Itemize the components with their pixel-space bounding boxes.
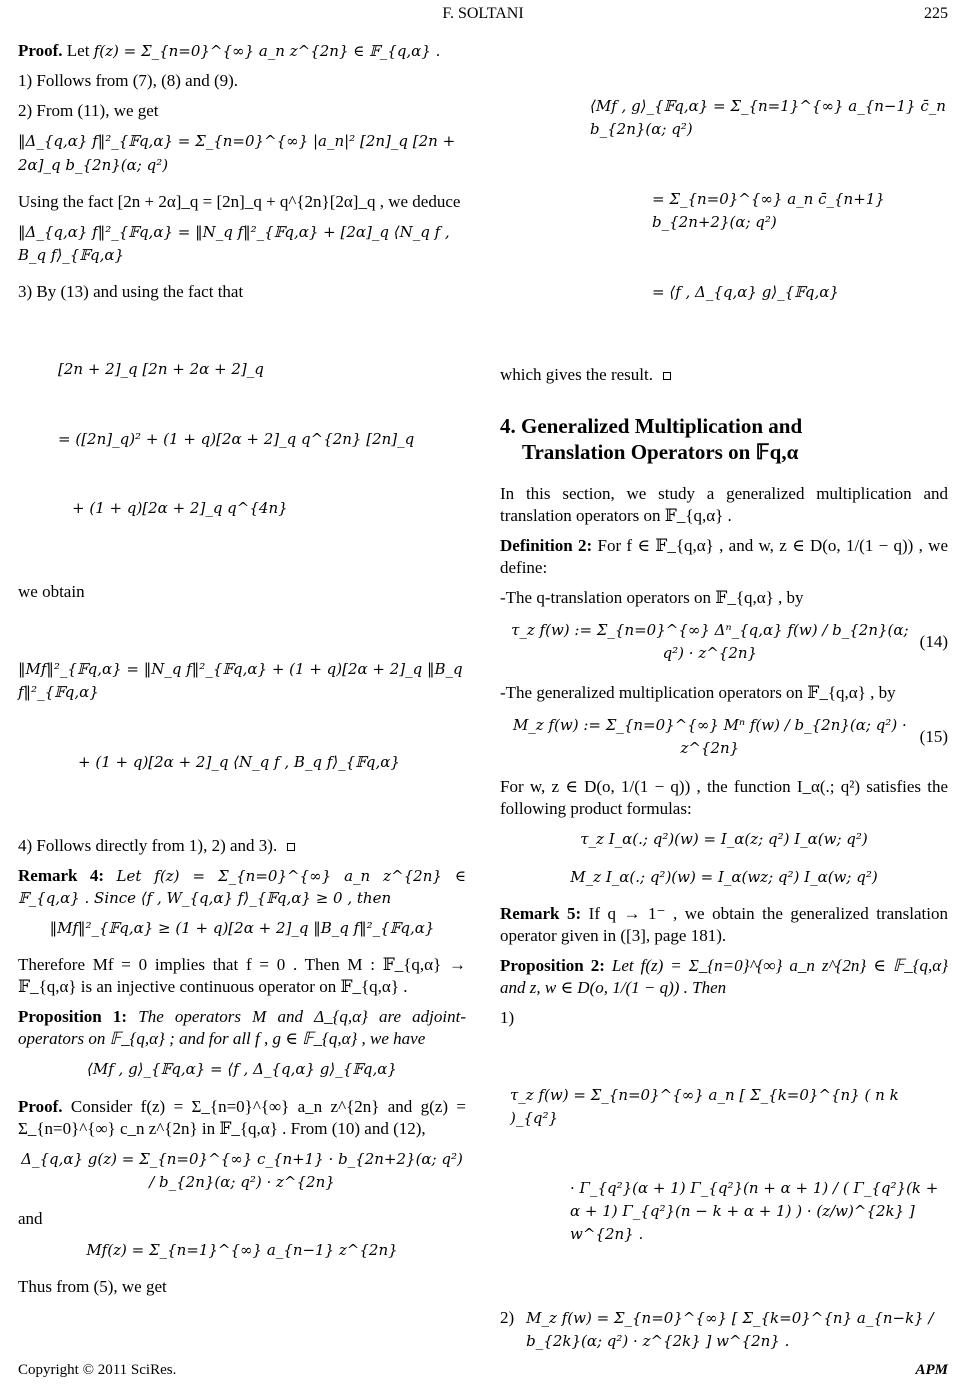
remark-4-text: Let f(z) = Σ_{n=0}^{∞} a_n z^{2n} ∈ 𝔽_{q,α} . Since ⟨f , W_{q,α} f⟩_{𝔽q,α} ≥ 0 , then <box>18 866 466 907</box>
equation-item3 <box>18 311 466 567</box>
proposition-1-text: The operators M and Δ_{q,α} are adjoint-operators on 𝔽_{q,α} ; and for all f , g ∈ 𝔽_{q,α} , we have <box>18 1007 467 1049</box>
section-title <box>500 414 948 464</box>
therefore-text: Therefore Mf = 0 implies that f = 0 . Then M : 𝔽_{q,α} → 𝔽_{q,α} is an injective continuous operator on 𝔽_{q,α} . <box>18 955 466 997</box>
equation-remark4: ‖Mf‖²_{𝔽q,α} ≥ (1 + q)[2α + 2]_q ‖B_q f‖²_{𝔽q,α} <box>49 918 435 937</box>
remark-5 <box>500 903 948 947</box>
equation-inner-product <box>500 48 951 350</box>
equation-prop2-item1 <box>500 1037 948 1293</box>
item-1: 1) Follows from (7), (8) and (9). <box>18 71 239 91</box>
footer-journal: APM <box>915 1361 948 1378</box>
remark-5-text: If q → 1⁻ , we obtain the generalized translation operator given in ([3], page 181). <box>500 903 948 946</box>
equation-inner-line2: = Σ_{n=0}^{∞} a_n c̄_{n+1} b_{2n+2}(α; q²) <box>652 189 890 231</box>
proof-2 <box>18 1096 466 1140</box>
remark-4 <box>18 865 466 909</box>
section-title-line2: Translation Operators on 𝔽q,α <box>522 439 799 464</box>
gives-result <box>500 364 948 386</box>
equation-prop2-line1: τ_z f(w) = Σ_{n=0}^{∞} a_n [ Σ_{k=0}^{n} ( n k )_{q²} <box>510 1085 904 1128</box>
equation-14-row <box>500 619 948 666</box>
proof-start <box>18 40 466 62</box>
footer-copyright: Copyright © 2011 SciRes. <box>18 1361 177 1378</box>
proof-start-equation: f(z) = Σ_{n=0}^{∞} a_n z^{2n} ∈ 𝔽_{q,α} . <box>93 42 441 60</box>
proposition-2-item1: 1) <box>500 1008 515 1028</box>
proposition-1 <box>18 1006 466 1050</box>
definition-2-label: Definition 2: <box>500 535 593 555</box>
equation-mf: Mf(z) = Σ_{n=1}^{∞} a_{n−1} z^{2n} <box>86 1240 398 1259</box>
proposition-1-label: Proposition 1: <box>18 1007 128 1027</box>
equation-obtain-line1: ‖Mf‖²_{𝔽q,α} = ‖N_q f‖²_{𝔽q,α} + (1 + q)[2α + 2]_q ‖B_q f‖²_{𝔽q,α} <box>18 659 468 702</box>
equation-14-number: (14) <box>919 632 948 652</box>
proposition-2-label: Proposition 2: <box>500 956 605 976</box>
equation-15-row <box>500 714 948 761</box>
left-column <box>18 40 466 1306</box>
equation-15-number: (15) <box>919 726 948 746</box>
equation-inner-line1: ⟨Mf , g⟩_{𝔽q,α} = Σ_{n=1}^{∞} a_{n−1} c̄_n b_{2n}(α; q²) <box>590 96 951 138</box>
remark-5-label: Remark 5: <box>500 903 582 923</box>
equation-product-2: M_z I_α(.; q²)(w) = I_α(wz; q²) I_α(w; q²) <box>570 867 878 886</box>
proposition-2-item2-row <box>500 1307 948 1354</box>
definition-2-text: For f ∈ 𝔽_{q,α} , and w, z ∈ D(o, 1/(1 − q)) , we define: <box>500 535 949 577</box>
item-2: 2) From (11), we get <box>18 101 159 121</box>
item-3: 3) By (13) and using the fact that <box>18 282 244 302</box>
equation-deduce: ‖Δ_{q,α} f‖²_{𝔽q,α} = ‖N_q f‖²_{𝔽q,α} + [2α]_q ⟨N_q f , B_q f⟩_{𝔽q,α} <box>18 222 455 265</box>
gives-result-text: which gives the result. <box>500 365 653 385</box>
definition-2 <box>500 535 948 579</box>
proof-2-label: Proof. <box>18 1096 63 1116</box>
section-intro: In this section, we study a generalized multiplication and translation operators on 𝔽_{q,α} . <box>500 483 948 525</box>
running-header-author: F. SOLTANI <box>442 5 524 22</box>
definition-2-item2: -The generalized multiplication operators on 𝔽_{q,α} , by <box>500 682 896 702</box>
proof-label: Proof. <box>18 41 63 60</box>
equation-item3-line1: [2n + 2]_q [2n + 2α + 2]_q <box>58 359 264 378</box>
equation-item2: ‖Δ_{q,α} f‖²_{𝔽q,α} = Σ_{n=0}^{∞} |a_n|² [2n]_q [2n + 2α]_q b_{2n}(α; q²) <box>18 132 460 174</box>
proof-text: Let <box>66 41 90 60</box>
equation-product-1: τ_z I_α(.; q²)(w) = I_α(z; q²) I_α(w; q²) <box>580 830 868 849</box>
section-title-line1: 4. Generalized Multiplication and <box>500 414 803 439</box>
equation-obtain <box>18 611 466 820</box>
item-4-text: 4) Follows directly from 1), 2) and 3). <box>18 835 278 855</box>
equation-item3-line3: + (1 + q)[2α + 2]_q q^{4n} <box>72 499 288 518</box>
proposition-2 <box>500 955 948 999</box>
qed-square-icon <box>287 843 295 851</box>
thus-text: Thus from (5), we get <box>18 1276 167 1296</box>
and-text: and <box>18 1209 43 1229</box>
equation-prop2-line2: · Γ_{q²}(α + 1) Γ_{q²}(n + α + 1) / ( Γ_{q²}(k + α + 1) Γ_{q²}(n − k + α + 1) ) · (z/w)^{2k} ] w^{2n} . <box>570 1178 944 1244</box>
qed-square-icon <box>663 372 671 380</box>
equation-inner-line3: = ⟨f , Δ_{q,α} g⟩_{𝔽q,α} <box>652 282 839 301</box>
remark-4-label: Remark 4: <box>18 865 105 885</box>
we-obtain-text: we obtain <box>18 582 85 602</box>
equation-prop2-item2: M_z f(w) = Σ_{n=0}^{∞} [ Σ_{k=0}^{n} a_{n−k} / b_{2k}(α; q²) · z^{2k} ] w^{2n} . <box>526 1309 939 1351</box>
page-number: 225 <box>924 5 948 22</box>
equation-14: τ_z f(w) := Σ_{n=0}^{∞} Δⁿ_{q,α} f(w) / b_{2n}(α; q²) · z^{2n} <box>511 621 914 663</box>
equation-prop1: ⟨Mf , g⟩_{𝔽q,α} = ⟨f , Δ_{q,α} g⟩_{𝔽q,α} <box>87 1060 397 1079</box>
for-text: For w, z ∈ D(o, 1/(1 − q)) , the function I_α(.; q²) satisfies the following product formulas: <box>500 777 948 819</box>
equation-15: M_z f(w) := Σ_{n=0}^{∞} Mⁿ f(w) / b_{2n}(α; q²) · z^{2n} <box>512 715 912 758</box>
equation-delta-g: Δ_{q,α} g(z) = Σ_{n=0}^{∞} c_{n+1} · b_{2n+2}(α; q²) / b_{2n}(α; q²) · z^{2n} <box>21 1149 468 1192</box>
item-4 <box>18 835 466 857</box>
proposition-2-item2: 2) <box>500 1308 515 1328</box>
proposition-2-text: Let f(z) = Σ_{n=0}^{∞} a_n z^{2n} ∈ 𝔽_{q,α} and z, w ∈ D(o, 1/(1 − q)) . Then <box>500 956 948 998</box>
right-column <box>500 40 951 1354</box>
equation-obtain-line2: + (1 + q)[2α + 2]_q ⟨N_q f , B_q f⟩_{𝔽q,α} <box>78 752 400 771</box>
using-fact-text: Using the fact [2n + 2α]_q = [2n]_q + q^{2n}[2α]_q , we deduce <box>18 191 461 211</box>
equation-item3-line2: = ([2n]_q)² + (1 + q)[2α + 2]_q q^{2n} [2n]_q <box>58 429 415 448</box>
proof-2-text: Consider f(z) = Σ_{n=0}^{∞} a_n z^{2n} and g(z) = Σ_{n=0}^{∞} c_n z^{2n} in 𝔽_{q,α} . From (10) and (12), <box>18 1096 466 1138</box>
definition-2-item1: -The q-translation operators on 𝔽_{q,α} , by <box>500 588 804 608</box>
